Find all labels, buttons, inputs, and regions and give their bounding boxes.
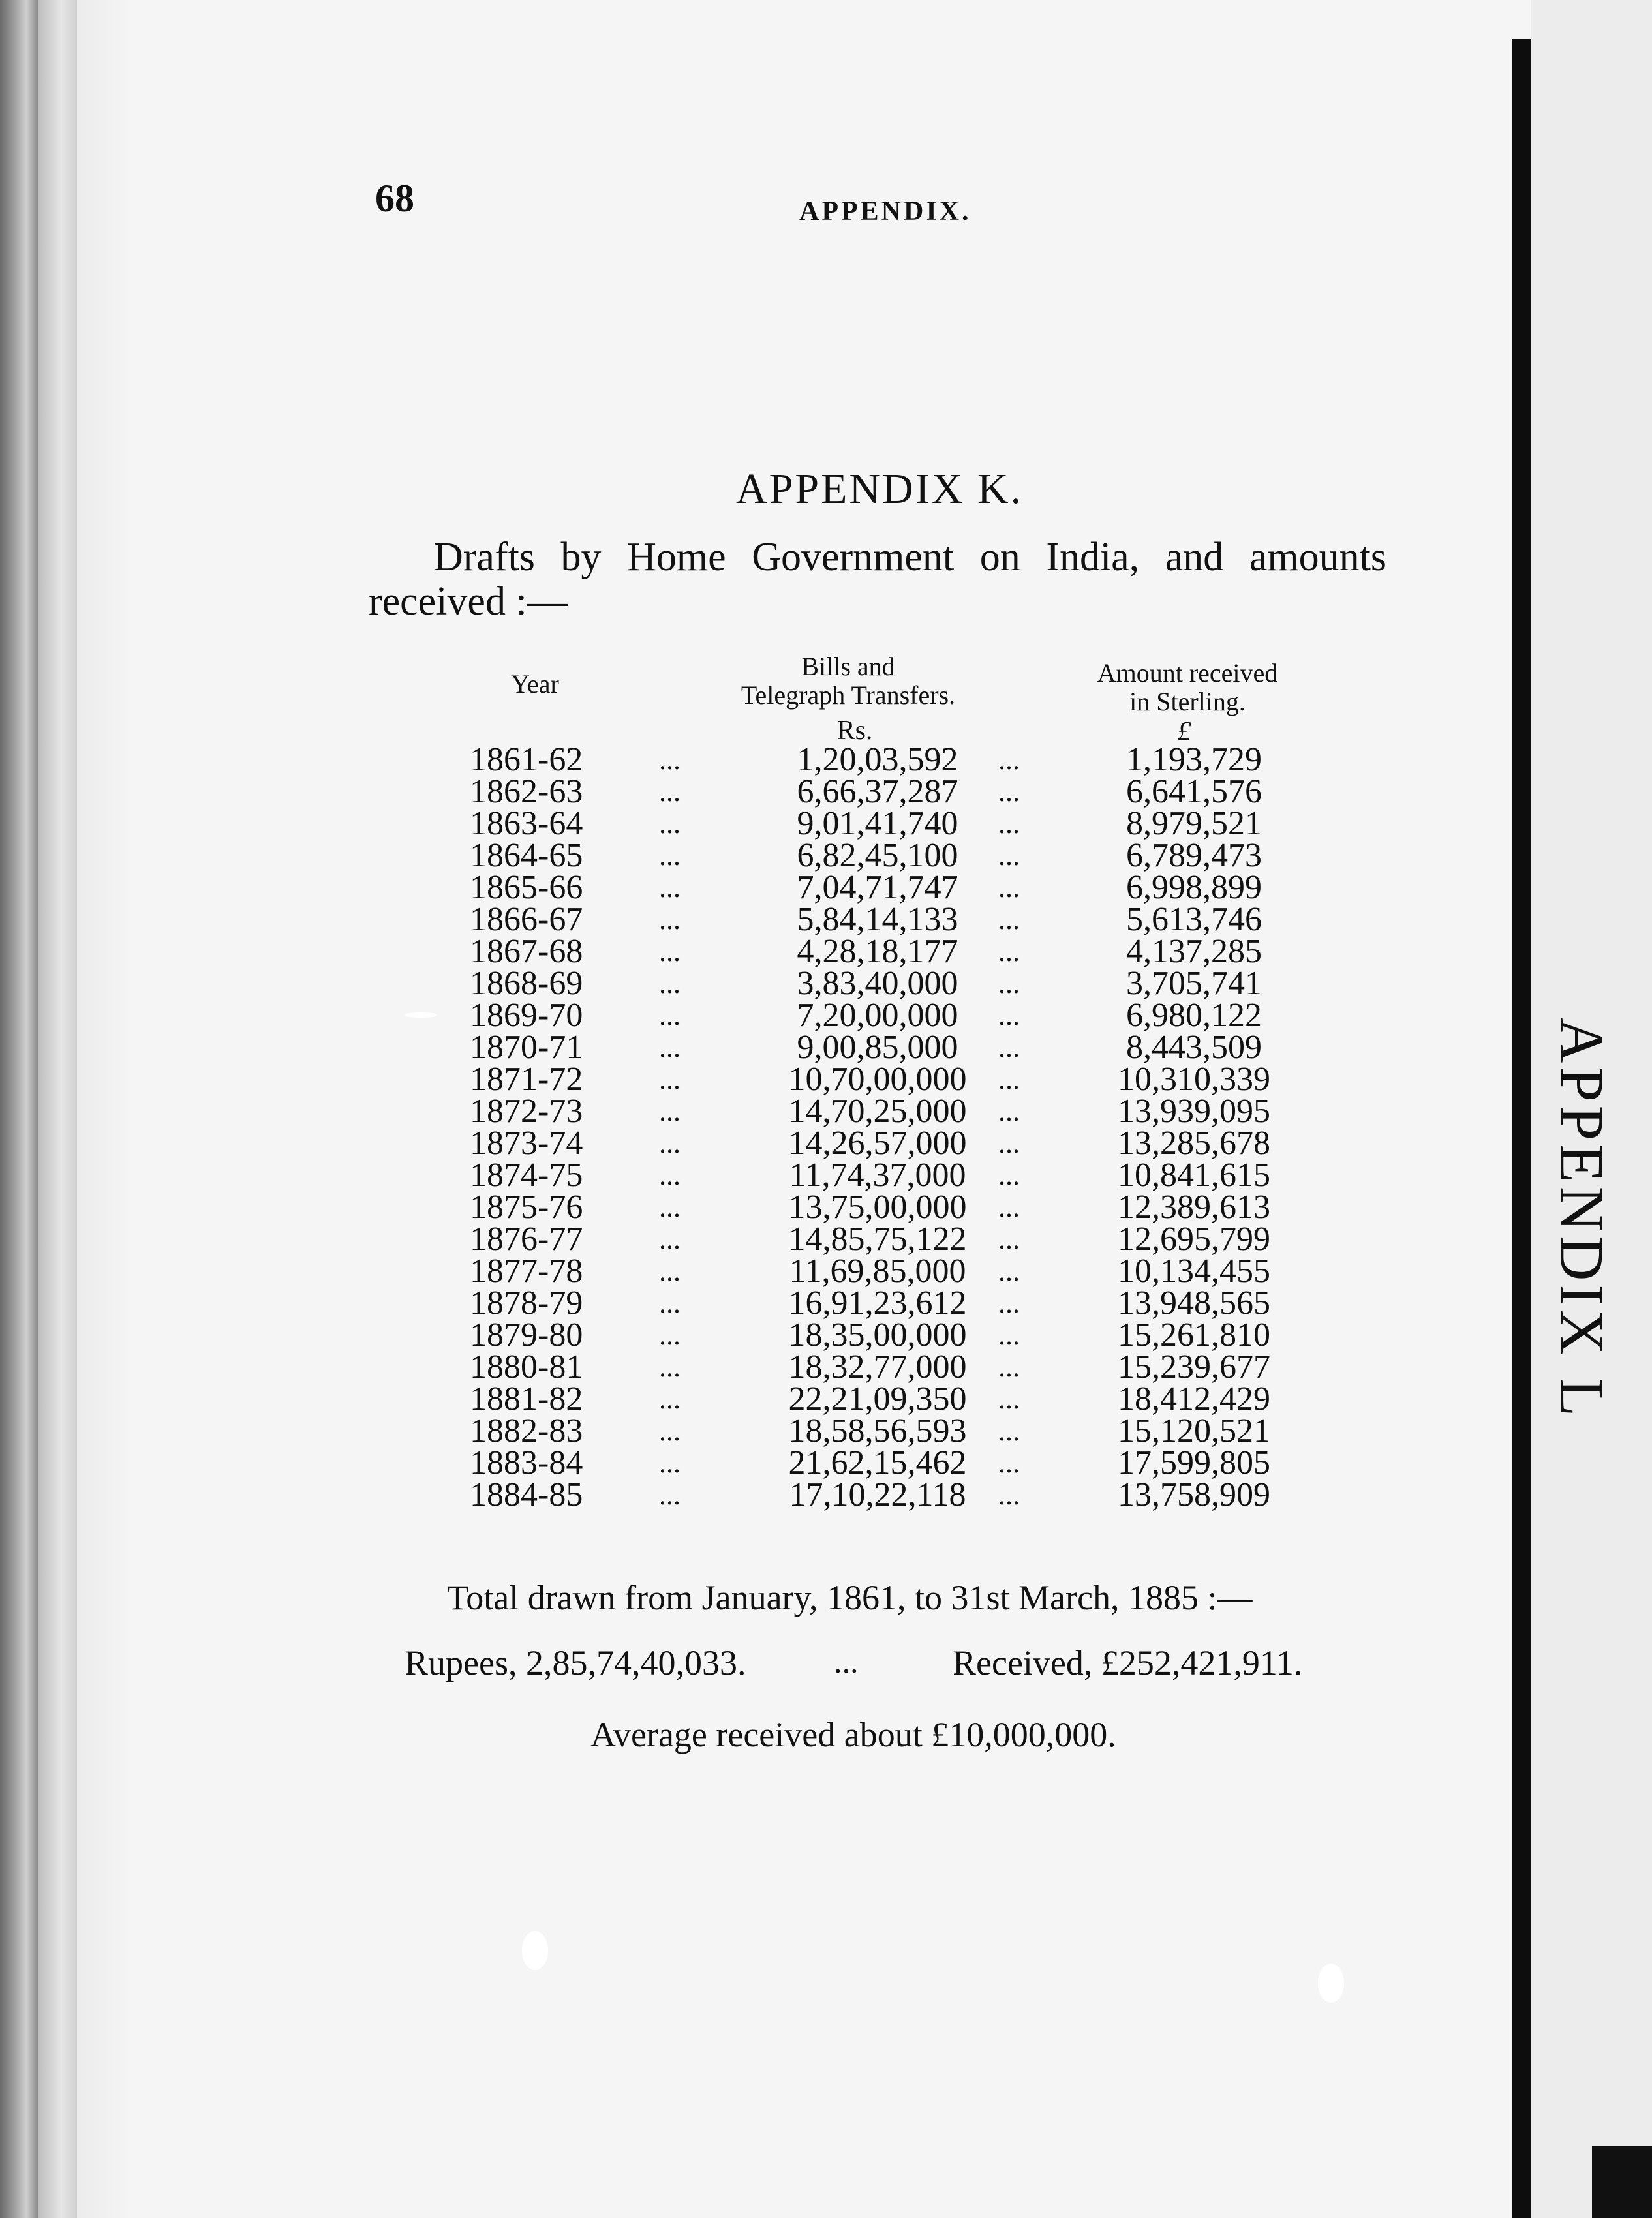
separator-cell: ...: [659, 967, 681, 999]
running-head: APPENDIX.: [799, 196, 971, 226]
year-cell: 1865-66: [470, 869, 583, 906]
rupees-cell: 11,69,85,000: [789, 1253, 966, 1290]
year-cell: 1868-69: [470, 965, 583, 1002]
table-row: [457, 869, 1318, 906]
separator-cell: ...: [998, 1287, 1020, 1319]
separator-cell: ...: [998, 1479, 1020, 1511]
separator-cell: ...: [659, 935, 681, 967]
table-row: [457, 1444, 1318, 1481]
rupees-cell: 22,21,09,350: [788, 1380, 967, 1418]
sterling-cell: 6,641,576: [1126, 773, 1262, 810]
year-cell: 1871-72: [470, 1061, 583, 1098]
separator-cell: ...: [659, 1223, 681, 1255]
separator-cell: ...: [998, 1063, 1020, 1095]
sterling-cell: 1,193,729: [1126, 741, 1262, 778]
drafts-table: [457, 741, 1318, 1513]
rupees-cell: 6,66,37,287: [797, 773, 958, 810]
scan-speck: [1318, 1964, 1344, 2003]
separator-cell: ...: [659, 840, 681, 872]
rupees-cell: 5,84,14,133: [797, 901, 958, 938]
table-row: [457, 1253, 1318, 1290]
separator-cell: ...: [659, 744, 681, 776]
separator-cell: ...: [659, 1351, 681, 1383]
total-rupees: Rupees, 2,85,74,40,033.: [405, 1643, 746, 1682]
facing-page-heading: APPENDIX L: [1547, 1018, 1617, 1421]
column-header-bills-line2: Telegraph Transfers.: [741, 680, 956, 710]
separator-cell: ...: [659, 1287, 681, 1319]
separator-cell: ...: [998, 1319, 1020, 1351]
year-cell: 1875-76: [470, 1189, 583, 1226]
separator-cell: ...: [998, 840, 1020, 872]
sterling-cell: 12,695,799: [1118, 1221, 1270, 1258]
separator-cell: ...: [998, 808, 1020, 840]
rupees-cell: 7,04,71,747: [797, 869, 958, 906]
year-cell: 1869-70: [470, 997, 583, 1034]
separator-cell: ...: [659, 1095, 681, 1127]
column-header-amount-line1: Amount received: [1097, 658, 1278, 688]
year-cell: 1879-80: [470, 1316, 583, 1354]
unit-sterling: £: [1177, 717, 1191, 747]
rupees-cell: 21,62,15,462: [788, 1444, 967, 1481]
rupees-cell: 9,01,41,740: [797, 805, 958, 842]
unit-rupees: Rs.: [836, 716, 873, 746]
sterling-cell: 15,261,810: [1118, 1316, 1270, 1354]
book-left-margin: [77, 0, 131, 2218]
table-row: [457, 1061, 1318, 1098]
year-cell: 1880-81: [470, 1348, 583, 1386]
separator-cell: ...: [659, 808, 681, 840]
sterling-cell: 13,285,678: [1118, 1125, 1270, 1162]
sterling-cell: 13,939,095: [1118, 1093, 1270, 1130]
separator-cell: ...: [659, 1319, 681, 1351]
year-cell: 1874-75: [470, 1157, 583, 1194]
sterling-cell: 13,948,565: [1118, 1284, 1270, 1322]
rupees-cell: 18,32,77,000: [788, 1348, 967, 1386]
total-separator: ...: [834, 1643, 859, 1680]
table-row: [457, 805, 1318, 842]
separator-cell: ...: [998, 1223, 1020, 1255]
separator-cell: ...: [659, 1063, 681, 1095]
rupees-cell: 14,26,57,000: [788, 1125, 967, 1162]
sterling-cell: 6,980,122: [1126, 997, 1262, 1034]
year-cell: 1862-63: [470, 773, 583, 810]
table-row: [457, 1476, 1318, 1513]
scan-speck: [522, 1931, 548, 1970]
sterling-cell: 6,789,473: [1126, 837, 1262, 874]
year-cell: 1861-62: [470, 741, 583, 778]
separator-cell: ...: [998, 1255, 1020, 1287]
year-cell: 1864-65: [470, 837, 583, 874]
column-header-year: Year: [511, 669, 559, 699]
separator-cell: ...: [998, 967, 1020, 999]
separator-cell: ...: [659, 776, 681, 808]
separator-cell: ...: [998, 1383, 1020, 1415]
separator-cell: ...: [998, 1447, 1020, 1479]
sterling-cell: 5,613,746: [1126, 901, 1262, 938]
book-left-edge-pages: [38, 0, 77, 2218]
separator-cell: ...: [998, 1127, 1020, 1159]
separator-cell: ...: [998, 904, 1020, 935]
rupees-cell: 18,35,00,000: [788, 1316, 967, 1354]
rupees-cell: 14,85,75,122: [788, 1221, 967, 1258]
separator-cell: ...: [659, 999, 681, 1031]
separator-cell: ...: [998, 1191, 1020, 1223]
facing-page-shadow: [1592, 2146, 1652, 2218]
separator-cell: ...: [998, 744, 1020, 776]
sterling-cell: 13,758,909: [1118, 1476, 1270, 1513]
separator-cell: ...: [998, 1031, 1020, 1063]
year-cell: 1877-78: [470, 1253, 583, 1290]
column-header-bills-line1: Bills and: [801, 652, 895, 681]
year-cell: 1881-82: [470, 1380, 583, 1418]
rupees-cell: 4,28,18,177: [797, 933, 958, 970]
separator-cell: ...: [998, 1415, 1020, 1447]
separator-cell: ...: [998, 1159, 1020, 1191]
rupees-cell: 13,75,00,000: [788, 1189, 967, 1226]
table-row: [457, 1348, 1318, 1386]
rupees-cell: 7,20,00,000: [797, 997, 958, 1034]
table-row: [457, 1316, 1318, 1354]
separator-cell: ...: [659, 1447, 681, 1479]
table-row: [457, 1157, 1318, 1194]
separator-cell: ...: [659, 1159, 681, 1191]
table-row: [457, 997, 1318, 1034]
rupees-cell: 9,00,85,000: [797, 1029, 958, 1066]
scan-speck: [405, 1012, 437, 1018]
sterling-cell: 6,998,899: [1126, 869, 1262, 906]
rupees-cell: 16,91,23,612: [788, 1284, 967, 1322]
average-received: Average received about £10,000,000.: [590, 1715, 1116, 1754]
table-row: [457, 1125, 1318, 1162]
sterling-cell: 17,599,805: [1118, 1444, 1270, 1481]
table-row: [457, 1221, 1318, 1258]
rupees-cell: 3,83,40,000: [797, 965, 958, 1002]
sterling-cell: 18,412,429: [1118, 1380, 1270, 1418]
total-drawn-line: Total drawn from January, 1861, to 31st March, 1885 :—: [447, 1578, 1253, 1617]
sterling-cell: 10,134,455: [1118, 1253, 1270, 1290]
rupees-cell: 6,82,45,100: [797, 837, 958, 874]
year-cell: 1872-73: [470, 1093, 583, 1130]
year-cell: 1884-85: [470, 1476, 583, 1513]
year-cell: 1866-67: [470, 901, 583, 938]
separator-cell: ...: [998, 1351, 1020, 1383]
separator-cell: ...: [659, 1191, 681, 1223]
table-row: [457, 1029, 1318, 1066]
column-header-amount: [1070, 659, 1305, 716]
year-cell: 1876-77: [470, 1221, 583, 1258]
table-row: [457, 741, 1318, 778]
rupees-cell: 18,58,56,593: [788, 1412, 967, 1450]
separator-cell: ...: [659, 1479, 681, 1511]
separator-cell: ...: [659, 1127, 681, 1159]
year-cell: 1870-71: [470, 1029, 583, 1066]
separator-cell: ...: [659, 1031, 681, 1063]
separator-cell: ...: [659, 872, 681, 904]
separator-cell: ...: [998, 1095, 1020, 1127]
table-row: [457, 1093, 1318, 1130]
separator-cell: ...: [998, 776, 1020, 808]
year-cell: 1883-84: [470, 1444, 583, 1481]
separator-cell: ...: [659, 904, 681, 935]
separator-cell: ...: [998, 999, 1020, 1031]
table-row: [457, 773, 1318, 810]
separator-cell: ...: [659, 1255, 681, 1287]
sterling-cell: 10,841,615: [1118, 1157, 1270, 1194]
rupees-cell: 11,74,37,000: [789, 1157, 966, 1194]
rupees-cell: 14,70,25,000: [788, 1093, 967, 1130]
separator-cell: ...: [659, 1383, 681, 1415]
sterling-cell: 15,120,521: [1118, 1412, 1270, 1450]
appendix-title: APPENDIX K.: [736, 465, 1024, 513]
sterling-cell: 15,239,677: [1118, 1348, 1270, 1386]
column-header-amount-line2: in Sterling.: [1129, 687, 1246, 716]
rupees-cell: 17,10,22,118: [789, 1476, 966, 1513]
sterling-cell: 12,389,613: [1118, 1189, 1270, 1226]
sterling-cell: 8,443,509: [1126, 1029, 1262, 1066]
table-row: [457, 1189, 1318, 1226]
table-row: [457, 1412, 1318, 1450]
appendix-intro: Drafts by Home Government on India, and amounts received :—: [369, 535, 1386, 624]
year-cell: 1882-83: [470, 1412, 583, 1450]
table-row: [457, 933, 1318, 970]
separator-cell: ...: [998, 872, 1020, 904]
year-cell: 1867-68: [470, 933, 583, 970]
table-row: [457, 901, 1318, 938]
table-row: [457, 1284, 1318, 1322]
book-left-edge: [0, 0, 38, 2218]
sterling-cell: 8,979,521: [1126, 805, 1262, 842]
table-row: [457, 837, 1318, 874]
column-header-bills: [705, 652, 992, 710]
table-row: [457, 965, 1318, 1002]
page-number: 68: [375, 177, 414, 220]
total-received: Received, £252,421,911.: [953, 1643, 1303, 1682]
sterling-cell: 4,137,285: [1126, 933, 1262, 970]
year-cell: 1878-79: [470, 1284, 583, 1322]
sterling-cell: 10,310,339: [1118, 1061, 1270, 1098]
year-cell: 1873-74: [470, 1125, 583, 1162]
book-gutter: [1512, 39, 1531, 2218]
rupees-cell: 1,20,03,592: [797, 741, 958, 778]
table-row: [457, 1380, 1318, 1418]
rupees-cell: 10,70,00,000: [788, 1061, 967, 1098]
separator-cell: ...: [998, 935, 1020, 967]
sterling-cell: 3,705,741: [1126, 965, 1262, 1002]
year-cell: 1863-64: [470, 805, 583, 842]
separator-cell: ...: [659, 1415, 681, 1447]
